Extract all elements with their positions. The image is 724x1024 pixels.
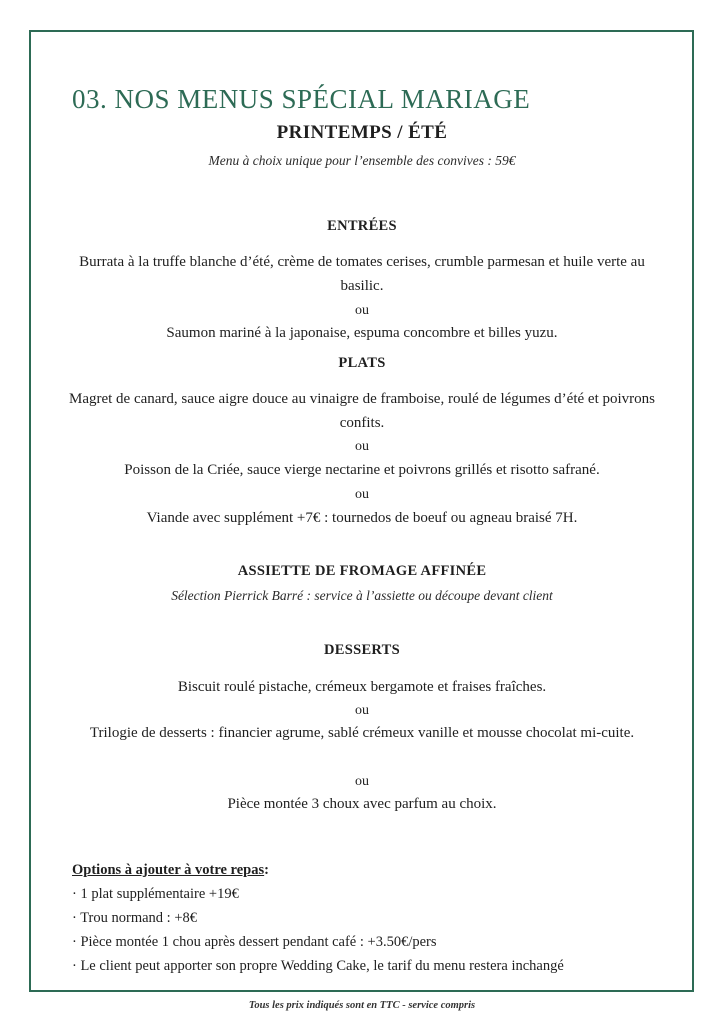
dessert-dish-2: Trilogie de desserts : financier agrume, sablé crémeux vanille et mousse chocolat mi-cuite. — [89, 725, 635, 741]
option-item: · Le client peut apporter son propre Wedding Cake, le tarif du menu restera inchangé — [72, 958, 564, 974]
page-title: 03. NOS MENUS SPÉCIAL MARIAGE — [72, 84, 531, 115]
separator-ou: ou — [355, 774, 369, 789]
dessert-dish-3: Pièce montée 3 choux avec parfum au choix. — [227, 796, 497, 812]
separator-ou: ou — [355, 439, 369, 454]
season-note: Menu à choix unique pour l’ensemble des convives : 59€ — [208, 153, 516, 168]
option-item: · Trou normand : +8€ — [72, 910, 197, 926]
options-title-colon: : — [264, 862, 269, 878]
plat-dish-2: Poisson de la Criée, sauce vierge nectarine et poivrons grillés et risotto safrané. — [124, 462, 600, 478]
option-item: · Pièce montée 1 chou après dessert pendant café : +3.50€/pers — [72, 934, 437, 950]
fromage-heading: ASSIETTE DE FROMAGE AFFINÉE — [237, 563, 487, 579]
option-item: · 1 plat supplémentaire +19€ — [72, 886, 239, 902]
options-title: Options à ajouter à votre repas — [72, 862, 265, 878]
entree-dish-2: Saumon mariné à la japonaise, espuma concombre et billes yuzu. — [166, 325, 558, 341]
footer-note: Tous les prix indiqués sont en TTC - service compris — [248, 1000, 476, 1011]
desserts-heading: DESSERTS — [323, 642, 401, 658]
fromage-note: Sélection Pierrick Barré : service à l’assiette ou découpe devant client — [171, 588, 553, 603]
plat-dish-3: Viande avec supplément +7€ : tournedos de boeuf ou agneau braisé 7H. — [146, 510, 578, 526]
season-heading: PRINTEMPS / ÉTÉ — [276, 122, 448, 143]
separator-ou: ou — [355, 303, 369, 318]
separator-ou: ou — [355, 487, 369, 502]
entree-dish-1: Burrata à la truffe blanche d’été, crème de tomates cerises, crumble parmesan et huile verte au basilic. — [79, 254, 645, 294]
options-heading — [72, 858, 672, 882]
entrees-heading: ENTRÉES — [327, 218, 397, 234]
separator-ou: ou — [355, 703, 369, 718]
plat-dish-1: Magret de canard, sauce aigre douce au vinaigre de framboise, roulé de légumes d’été et poivrons confits. — [68, 391, 655, 431]
plats-heading: PLATS — [338, 355, 386, 371]
dessert-dish-1: Biscuit roulé pistache, crémeux bergamote et fraises fraîches. — [177, 679, 547, 695]
options-section — [72, 858, 672, 978]
